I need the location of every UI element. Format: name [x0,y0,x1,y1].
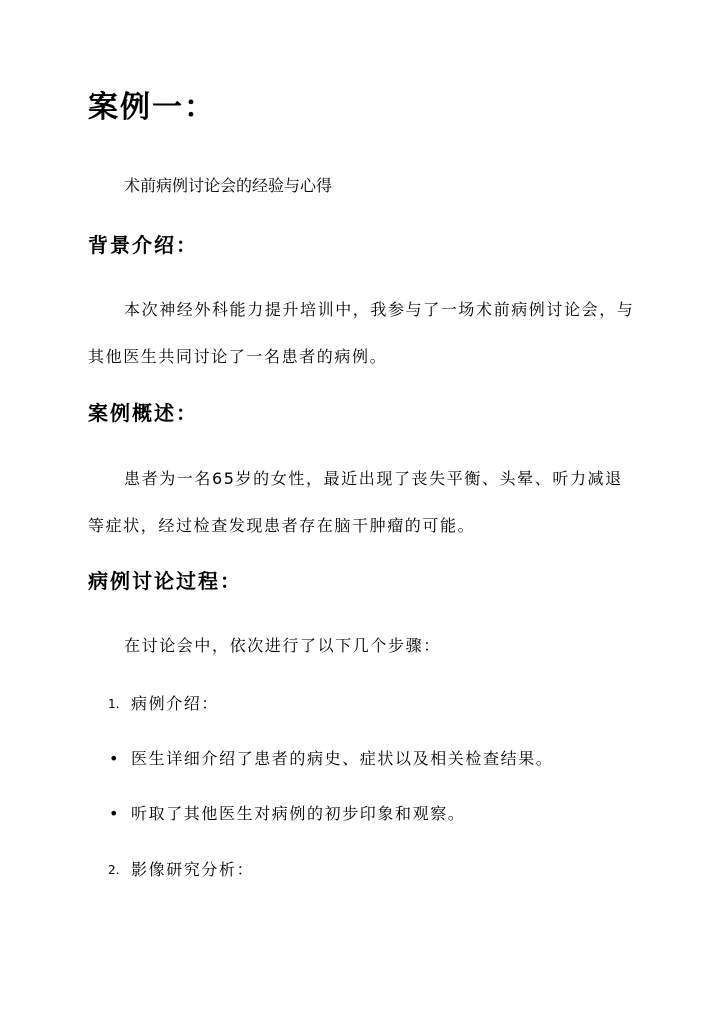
step-label: 影像研究分析： [131,860,255,879]
page-title: 案例一： [88,90,216,125]
section-heading-overview: 案例概述： [88,401,198,425]
list-item: 听取了其他医生对病例的初步印象和观察。 [131,804,466,823]
section-heading-background: 背景介绍： [88,233,198,257]
overview-paragraph: 患者为一名65岁的女性，最近出现了丧失平衡、头晕、听力减退等症状，经过检查发现患者存在脑干肿瘤的可能。 [88,469,623,535]
section-heading-process: 病例讨论过程： [88,569,242,593]
step-number: 1. [108,697,120,711]
bullet-icon: • [109,749,119,768]
step-label: 病例介绍： [131,694,220,713]
background-paragraph: 本次神经外科能力提升培训中，我参与了一场术前病例讨论会，与其他医生共同讨论了一名患者的病例。 [88,300,635,366]
bullet-icon: • [109,804,119,823]
process-intro: 在讨论会中，依次进行了以下几个步骤： [124,636,441,655]
document-subtitle: 术前病例讨论会的经验与心得 [124,176,333,195]
list-item: 医生详细介绍了患者的病史、症状以及相关检查结果。 [131,749,554,768]
step-number: 2. [108,863,120,877]
